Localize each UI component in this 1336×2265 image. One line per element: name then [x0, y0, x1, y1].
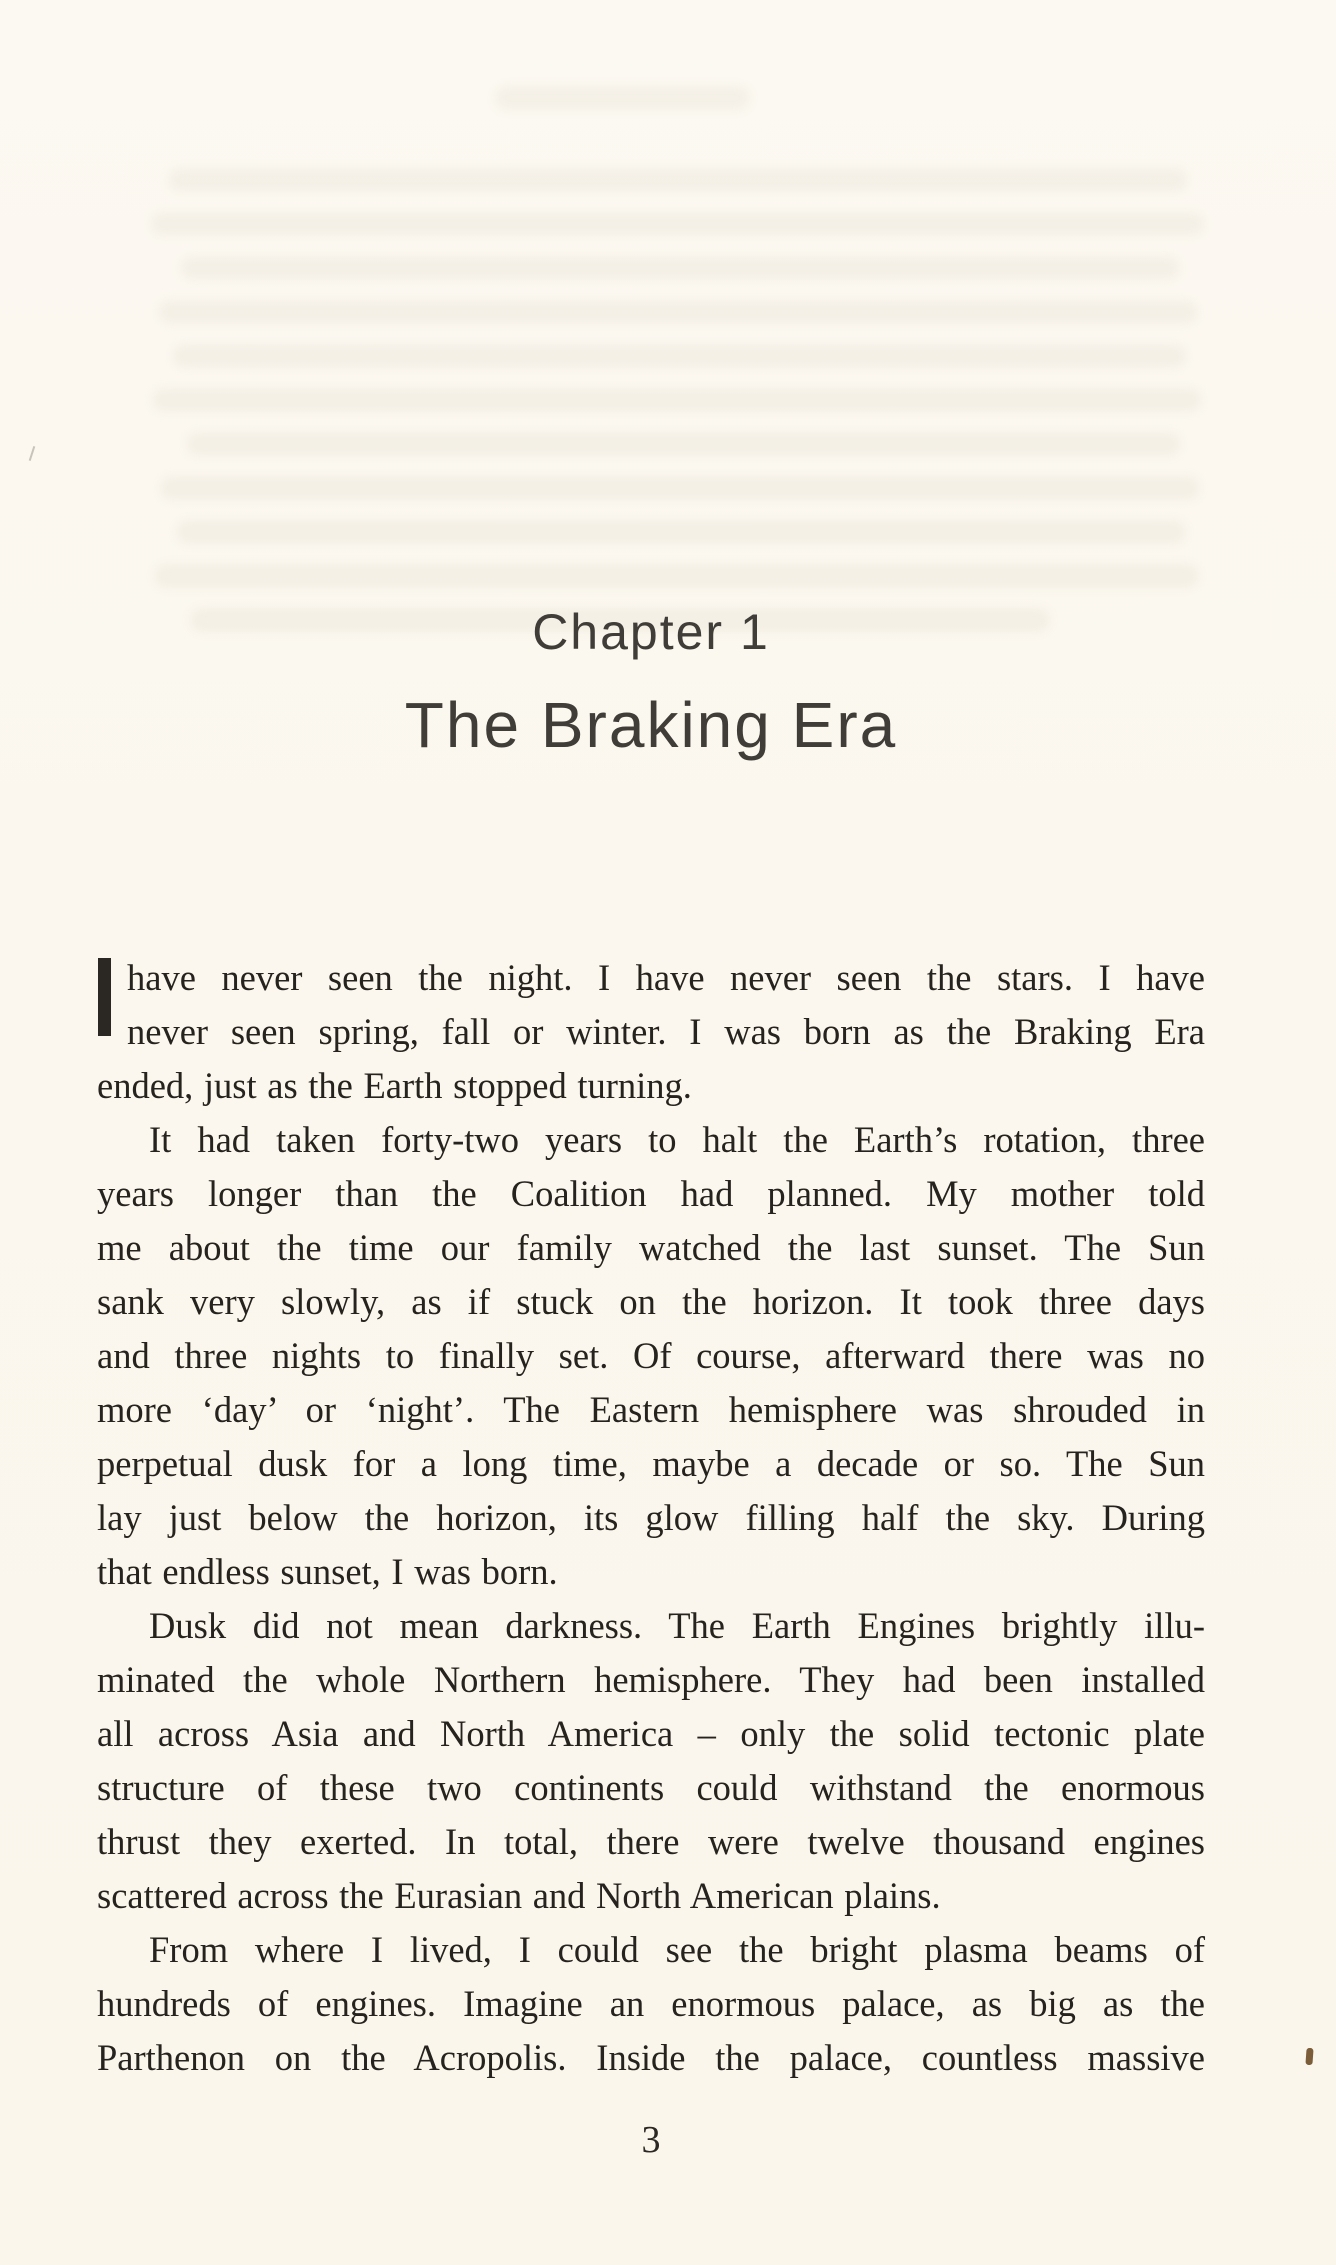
- page-number: 3: [641, 2119, 661, 2161]
- text-line: It had taken forty-two years to halt the Earth’s rotation, three: [149, 1119, 1205, 1160]
- ghost-line: [168, 168, 1188, 192]
- bleed-through-ghost: [0, 0, 1336, 700]
- text-line: Dusk did not mean darkness. The Earth Engines brightly illu-: [149, 1605, 1205, 1646]
- body-text: [97, 951, 1205, 2085]
- ghost-line: [180, 256, 1180, 280]
- text-line: structure of these two continents could withstand the enormous: [97, 1767, 1205, 1808]
- text-line: years longer than the Coalition had planned. My mother told: [97, 1173, 1205, 1214]
- ghost-line: [495, 86, 750, 110]
- text-line: more ‘day’ or ‘night’. The Eastern hemisphere was shrouded in: [97, 1389, 1205, 1430]
- ghost-line: [150, 212, 1205, 236]
- text-line: that endless sunset, I was born.: [97, 1551, 558, 1592]
- chapter-title: The Braking Era: [404, 689, 898, 761]
- margin-mark: [29, 446, 36, 461]
- ink-speck: [1305, 2048, 1313, 2065]
- text-line: hundreds of engines. Imagine an enormous palace, as big as the: [97, 1983, 1205, 2024]
- ghost-line: [154, 564, 1199, 588]
- ghost-line: [186, 432, 1181, 456]
- text-line: From where I lived, I could see the bright plasma beams of: [149, 1929, 1205, 1970]
- text-line: scattered across the Eurasian and North American plains.: [97, 1875, 941, 1916]
- drop-cap-text: [98, 958, 99, 959]
- ghost-line: [158, 300, 1198, 324]
- text-line: ended, just as the Earth stopped turning.: [97, 1065, 692, 1106]
- ghost-line: [160, 476, 1200, 500]
- text-line: lay just below the horizon, its glow filling half the sky. During: [97, 1497, 1205, 1538]
- chapter-label: Chapter 1: [532, 604, 770, 660]
- text-line: thrust they exerted. In total, there were twelve thousand engines: [97, 1821, 1205, 1862]
- text-line: sank very slowly, as if stuck on the horizon. It took three days: [97, 1281, 1205, 1322]
- text-line: minated the whole Northern hemisphere. They had been installed: [97, 1659, 1205, 1700]
- text-line: all across Asia and North America – only the solid tectonic plate: [97, 1713, 1205, 1754]
- text-line: me about the time our family watched the last sunset. The Sun: [97, 1227, 1205, 1268]
- ghost-line: [172, 344, 1187, 368]
- drop-cap-letter: [98, 958, 111, 1036]
- ghost-line: [176, 520, 1186, 544]
- ghost-line: [152, 388, 1202, 412]
- text-line: and three nights to finally set. Of course, afterward there was no: [97, 1335, 1205, 1376]
- text-line: have never seen the night. I have never seen the stars. I have: [127, 957, 1205, 998]
- text-line: perpetual dusk for a long time, maybe a decade or so. The Sun: [97, 1443, 1205, 1484]
- text-line: Parthenon on the Acropolis. Inside the palace, countless massive: [97, 2037, 1205, 2078]
- text-line: never seen spring, fall or winter. I was born as the Braking Era: [127, 1011, 1205, 1052]
